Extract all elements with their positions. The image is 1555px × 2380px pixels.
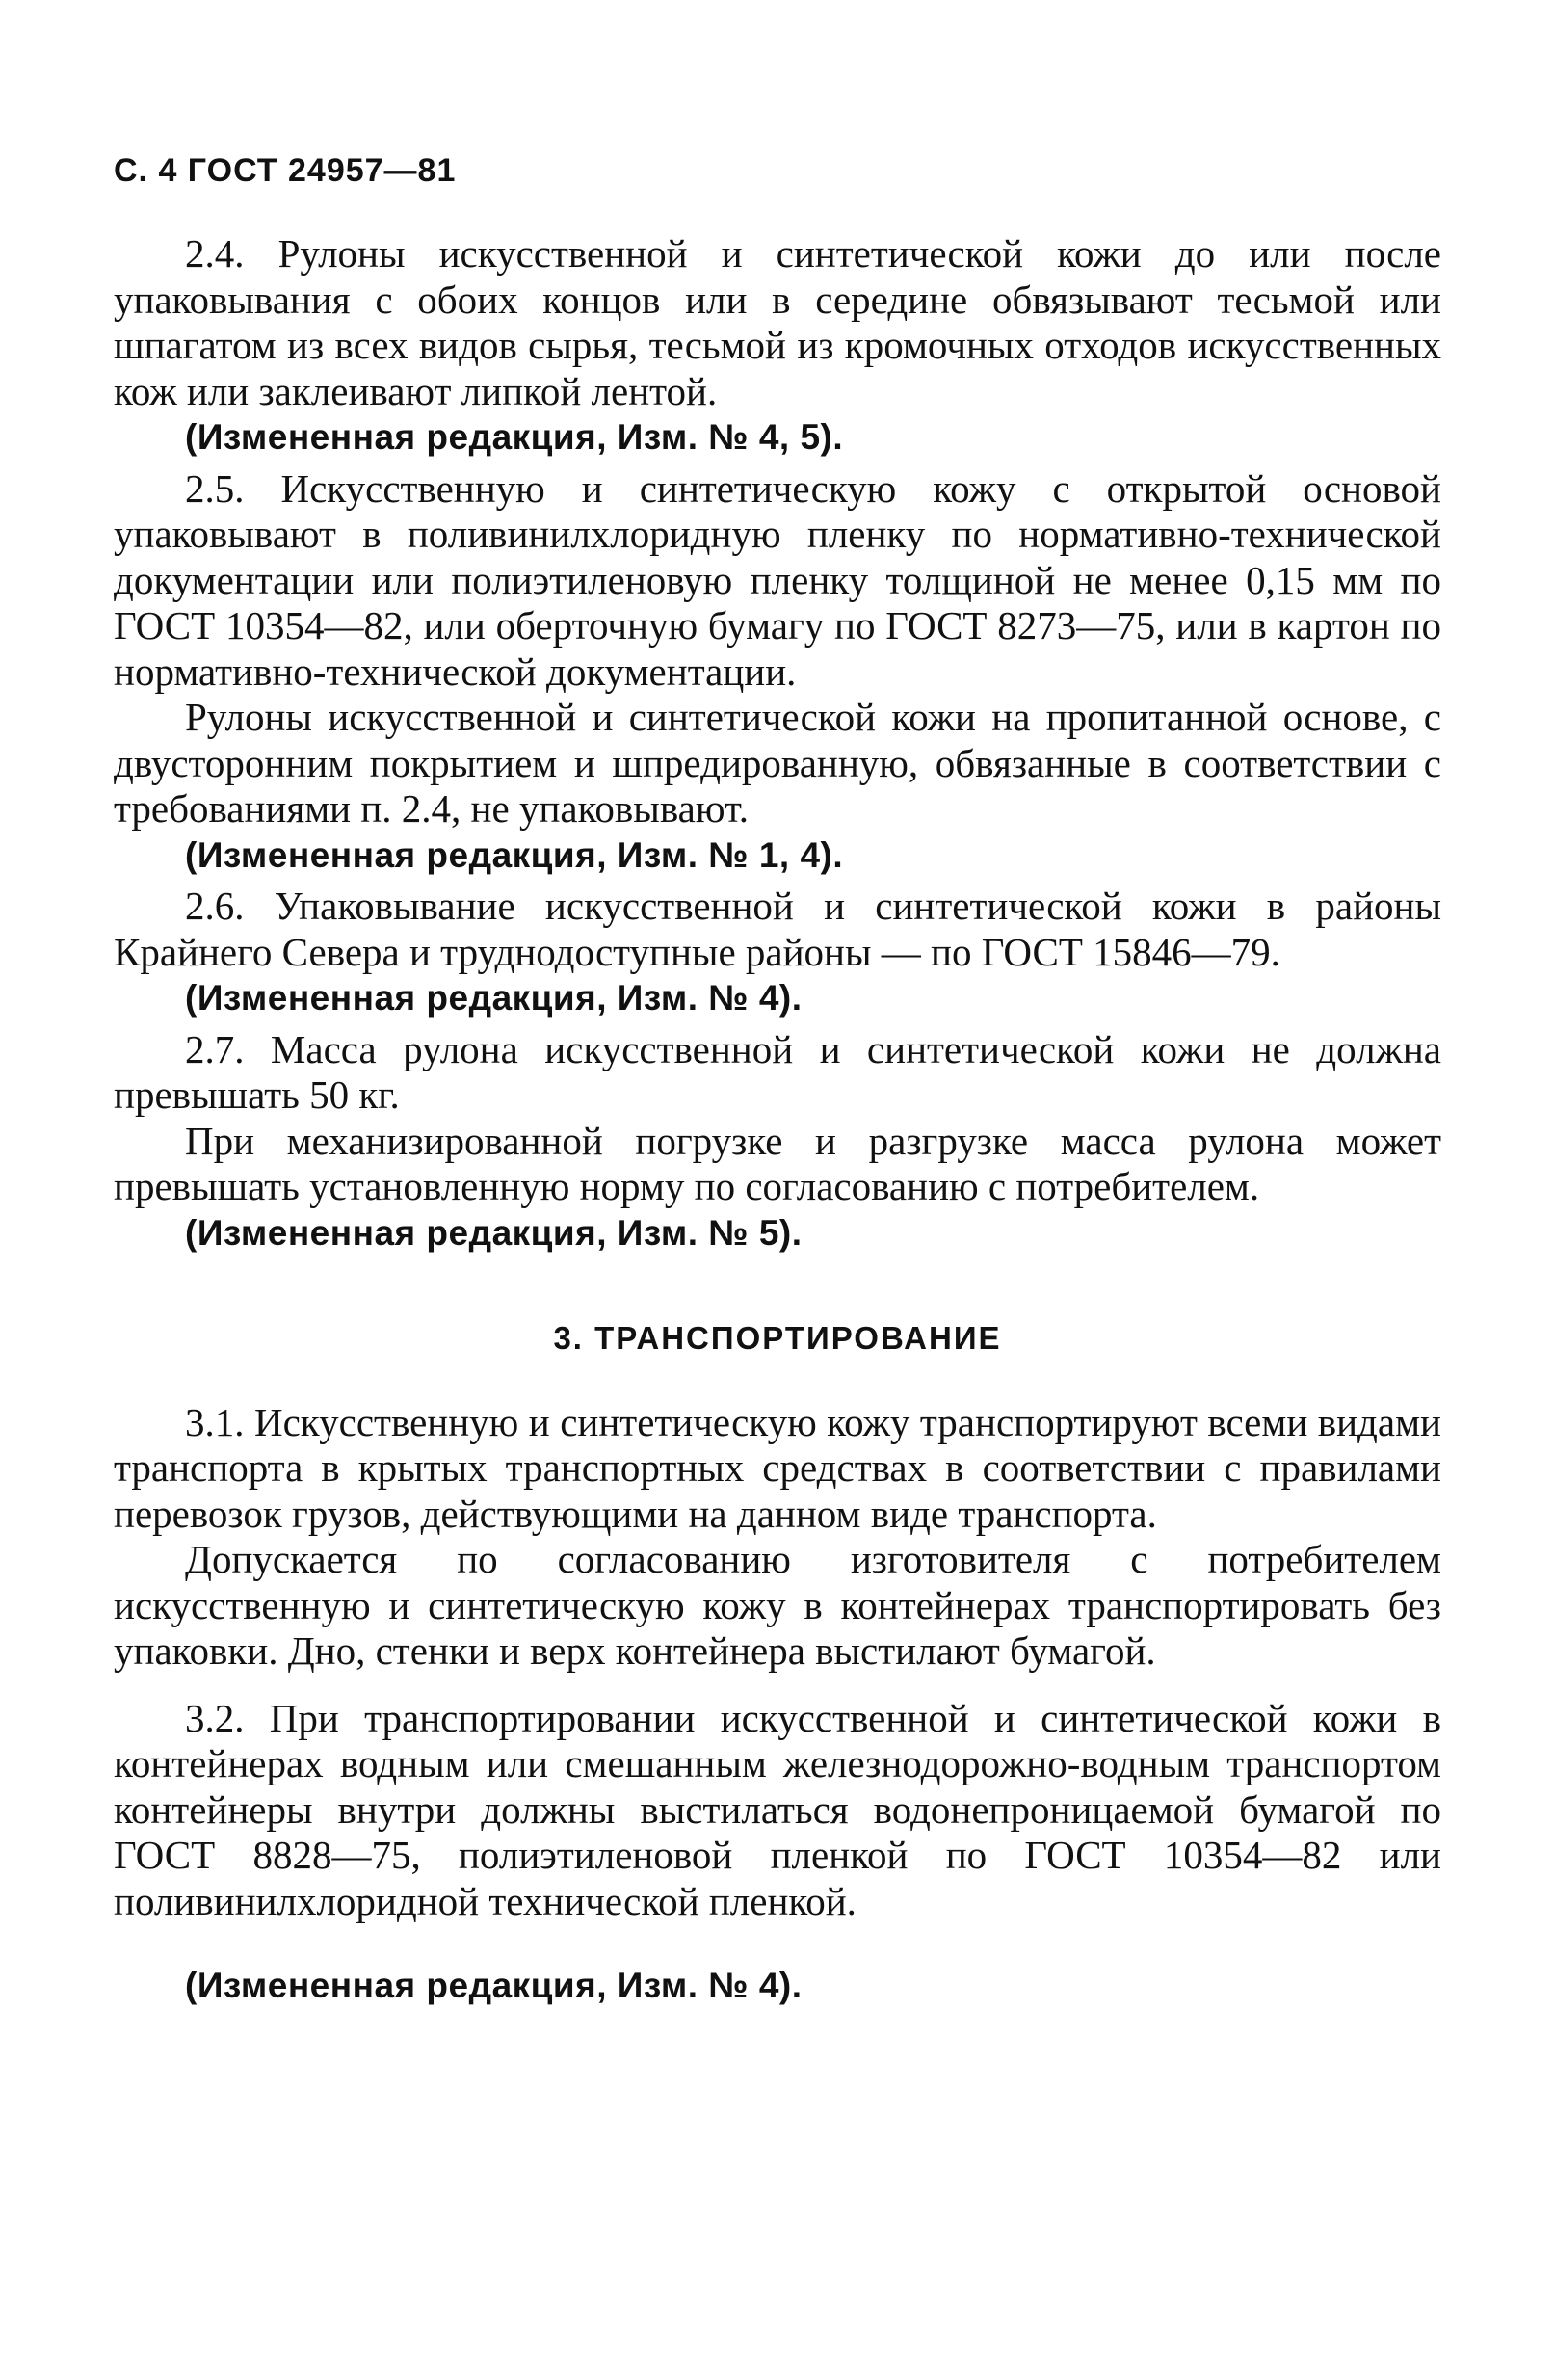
clause-2-6: 2.6. Упаковывание искусственной и синтетической кожи в районы Крайнего Севера и труднодоступные районы — по ГОСТ 15846—79. <box>114 884 1441 974</box>
amendment-note-3-2: (Измененная редакция, Изм. № 4). <box>185 1966 803 2005</box>
clause-3-1: 3.1. Искусственную и синтетическую кожу транспортируют всеми видами транспорта в крытых транспортных средствах в соответствии с правилами перевозок грузов, действующими на данном виде транспорта. <box>114 1399 1441 1536</box>
clause-2-4: 2.4. Рулоны искусственной и синтетической кожи до или после упаковывания с обоих концов или в середине обвязывают тесьмой или шпагатом из всех видов сырья, тесьмой из кромочных отходов искусственных кож или заклеивают липкой лентой. <box>114 231 1441 413</box>
section-title: 3. ТРАНСПОРТИРОВАНИЕ <box>553 1320 1002 1356</box>
clause-2-5: 2.5. Искусственную и синтетическую кожу с открытой основой упаковывают в поливинилхлоридную пленку по нормативно-технической документации или полиэтиленовую пленку толщиной не менее 0,15 мм по ГОСТ 10354—82, или оберточную бумагу по ГОСТ 8273—75, или в картон по нормативно-технической документации. <box>114 465 1441 694</box>
clause-3-2: 3.2. При транспортировании искусственной и синтетической кожи в контейнерах водным или смешанным железнодорожно-водным транспортом контейнеры внутри должны выстилаться водонепроницаемой бумагой по ГОСТ 8828—75, полиэтиленовой пленкой по ГОСТ 10354—82 или поливинилхлоридной технической пленкой. <box>114 1695 1441 1923</box>
document-body <box>114 231 1441 2015</box>
spacer <box>114 1675 1441 1696</box>
page-header: С. 4 ГОСТ 24957—81 <box>114 152 457 189</box>
amendment-note-2-7: (Измененная редакция, Изм. № 5). <box>185 1212 803 1253</box>
amendment-note-2-6: (Измененная редакция, Изм. № 4). <box>185 978 803 1018</box>
clause-2-5-paragraph-2: Рулоны искусственной и синтетической кожи на пропитанной основе, с двусторонним покрытием и шпредированную, обвязанные в соответствии с требованиями п. 2.4, не упаковывают. <box>114 695 1441 831</box>
clause-2-7: 2.7. Масса рулона искусственной и синтетической кожи не должна превышать 50 кг. <box>114 1026 1441 1117</box>
clause-2-7-paragraph-2: При механизированной погрузке и разгрузке масса рулона может превышать установленную норму по согласованию с потребителем. <box>114 1118 1441 1208</box>
amendment-note-2-4: (Измененная редакция, Изм. № 4, 5). <box>185 417 844 457</box>
clause-3-1-paragraph-2: Допускается по согласованию изготовителя с потребителем искусственную и синтетическую кожу в контейнерах транспортировать без упаковки. Дно, стенки и верх контейнера выстилают бумагой. <box>114 1537 1441 1673</box>
amendment-note-2-5: (Измененная редакция, Изм. № 1, 4). <box>185 834 844 875</box>
spacer <box>114 1924 1441 1963</box>
